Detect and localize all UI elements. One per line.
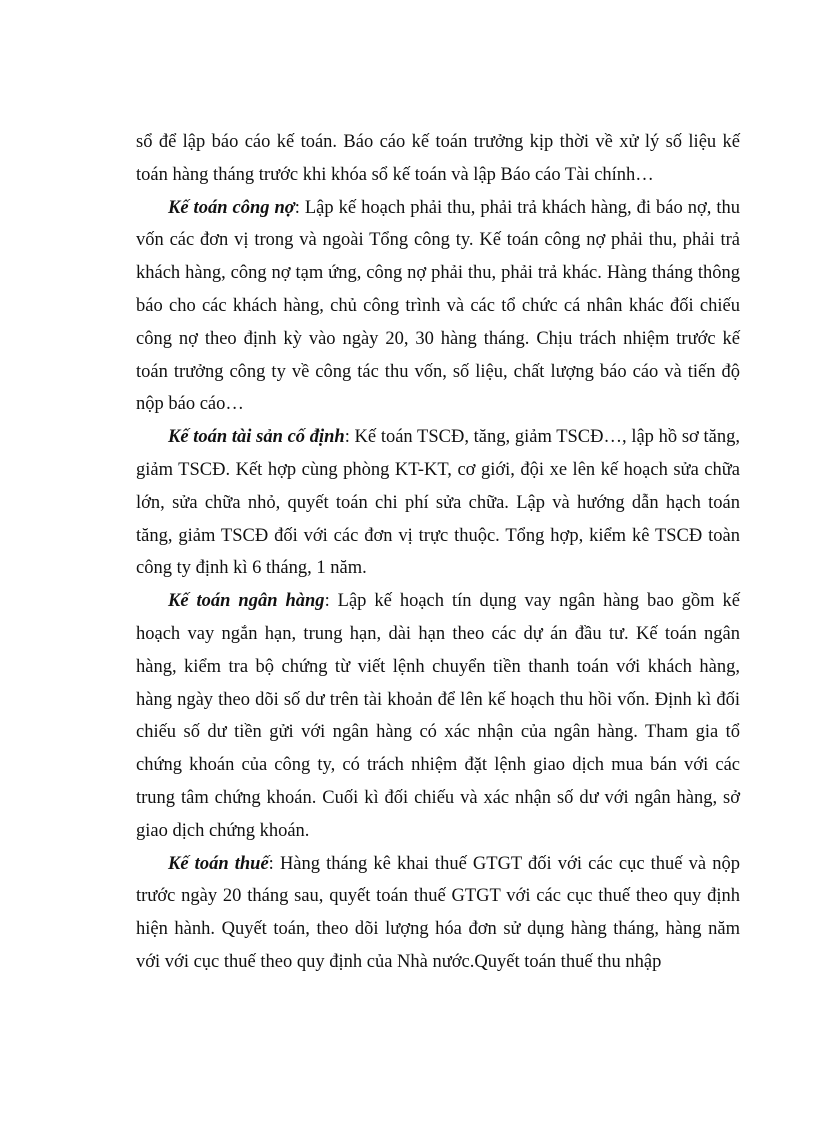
paragraph-text: : Lập kế hoạch tín dụng vay ngân hàng bao gồm kế hoạch vay ngắn hạn, trung hạn, dài hạn theo các dự án đầu tư. Kế toán ngân hàng, kiểm tra bộ chứng từ viết lệnh chuyển tiền thanh toán với khách hàng, hàng ngày theo dõi số dư trên tài khoản để lên kế hoạch thu hồi vốn. Định kì đối chiếu số dư tiền gửi với ngân hàng có xác nhận của ngân hàng. Tham gia tổ chứng khoán của công ty, có trách nhiệm đặt lệnh giao dịch mua bán với các trung tâm chứng khoán. Cuối kì đối chiếu và xác nhận số dư với ngân hàng, sở giao dịch chứng khoán. [136, 591, 741, 841]
paragraph-text: : Hàng tháng kê khai thuế GTGT đối với các cục thuế và nộp trước ngày 20 tháng sau, quyết toán thuế GTGT với các cục thuế theo quy định hiện hành. Quyết toán, theo dõi lượng hóa đơn sử dụng hàng tháng, hàng năm với với cục thuế theo quy định của Nhà nước.Quyết toán thuế thu nhập [136, 853, 740, 972]
paragraph-tai-san-co-dinh [136, 421, 740, 585]
paragraph-intro [136, 126, 740, 192]
paragraph-heading: Kế toán tài sản cố định [168, 427, 345, 448]
paragraph-text: sổ để lập báo cáo kế toán. Báo cáo kế toán trưởng kịp thời về xử lý số liệu kế toán hàng tháng trước khi khóa sổ kế toán và lập Báo cáo Tài chính… [136, 132, 740, 185]
paragraph-heading: Kế toán công nợ [168, 197, 295, 218]
document-body [136, 126, 740, 979]
paragraph-thue [136, 848, 740, 979]
paragraph-ngan-hang [136, 585, 740, 847]
paragraph-text: : Lập kế hoạch phải thu, phải trả khách hàng, đi báo nợ, thu vốn các đơn vị trong và ngoài Tổng công ty. Kế toán công nợ phải thu, phải trả khách hàng, công nợ tạm ứng, công nợ phải thu, phải trả khác. Hàng tháng thông báo cho các khách hàng, chủ công trình và các tổ chức cá nhân khác đối chiếu công nợ theo định kỳ vào ngày 20, 30 hàng tháng. Chịu trách nhiệm trước kế toán trưởng công ty về công tác thu vốn, số liệu, chất lượng báo cáo và tiến độ nộp báo cáo… [136, 197, 741, 415]
paragraph-cong-no [136, 192, 740, 422]
paragraph-heading: Kế toán ngân hàng [168, 591, 325, 612]
paragraph-text: : Kế toán TSCĐ, tăng, giảm TSCĐ…, lập hồ sơ tăng, giảm TSCĐ. Kết hợp cùng phòng KT-KT, cơ giới, đội xe lên kế hoạch sửa chữa lớn, sửa chữa nhỏ, quyết toán chi phí sửa chữa. Lập và hướng dẫn hạch toán tăng, giảm TSCĐ đối với các đơn vị trực thuộc. Tổng hợp, kiểm kê TSCĐ toàn công ty định kì 6 tháng, 1 năm. [136, 427, 740, 579]
paragraph-heading: Kế toán thuế [168, 853, 269, 874]
